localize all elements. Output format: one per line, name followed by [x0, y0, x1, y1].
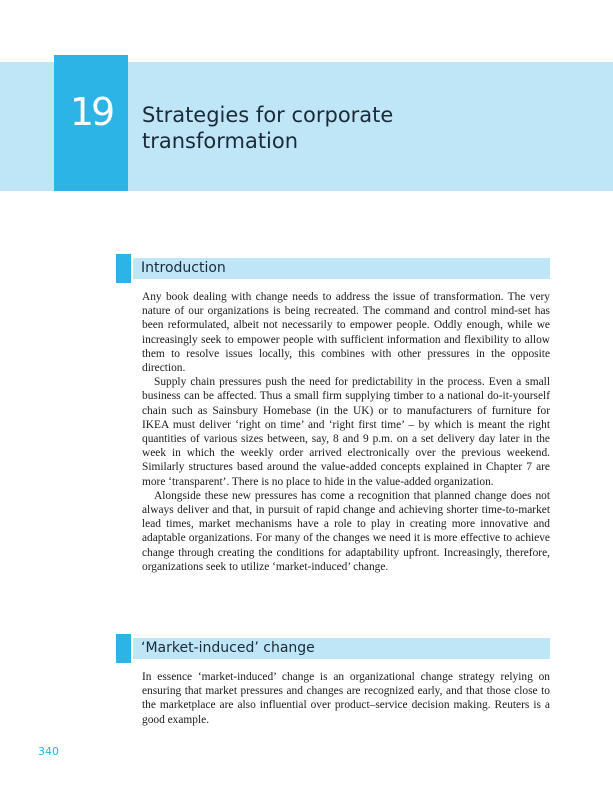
- section-heading-label: Introduction: [141, 260, 226, 276]
- market-induced-change-body: [142, 670, 550, 727]
- section-marker: [116, 254, 131, 283]
- section-marker: [116, 634, 131, 663]
- paragraph: Alongside these new pressures has come a recognition that planned change does not always deliver and that, in pursuit of rapid change and achieving shorter time-to-market lead times, market mechanisms have a role to play in creating more innovative and adaptable organizations. For many of the changes we need it is more effective to achieve change through creating the conditions for adaptability upfront. Increasingly, therefore, organizations seek to utilize ‘market-induced’ change.: [142, 489, 550, 573]
- paragraph: In essence ‘market-induced’ change is an organizational change strategy relying on ensuring that market pressures and changes are recognized early, and that those close to the marketplace are also influential over product–service decision making. Reuters is a good example.: [142, 671, 550, 726]
- section-heading-label: ‘Market-induced’ change: [141, 640, 315, 656]
- paragraph: Any book dealing with change needs to address the issue of transformation. The very nature of our organizations is being recreated. The command and control mind-set has been reformulated, albeit not necessarily to empower people. Oddly enough, while we increasingly seek to empower people with sufficient information and flexibility to allow them to resolve issues locally, this combines with other pressures in the opposite direction.: [142, 291, 550, 375]
- chapter-title: Strategies for corporate transformation: [142, 103, 394, 153]
- section-heading-introduction: [116, 258, 550, 279]
- introduction-body: [142, 290, 550, 574]
- page-number: 340: [38, 745, 59, 758]
- section-heading-market-induced-change: [116, 638, 550, 659]
- chapter-number: 19: [69, 90, 113, 134]
- paragraph: Supply chain pressures push the need for predictability in the process. Even a small business can be affected. Thus a small firm supplying timber to a national do-it-yourself chain such as Sainsbury Homebase (in the UK) or to manufacturers of furniture for IKEA must deliver ‘right on time’ and ‘right first time’ – by which is meant the right quantities of various sizes between, say, 8 and 9 p.m. on a set delivery day later in the week in which the weekly order arrived electronically over the previous weekend. Similarly structures based around the value-added concepts explained in Chapter 7 are more ‘transparent’. There is no place to hide in the value-added organization.: [142, 376, 550, 488]
